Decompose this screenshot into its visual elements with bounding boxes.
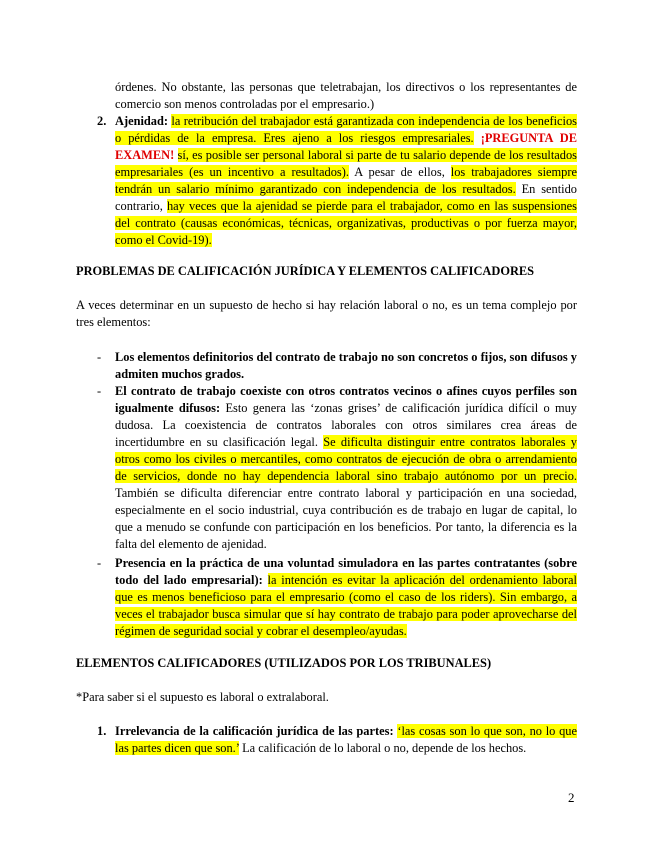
- item2-plain-1: A pesar de ellos,: [354, 165, 445, 179]
- section-heading-problemas: PROBLEMAS DE CALIFICACIÓN JURÍDICA Y ELEMENTOS CALIFICADORES: [76, 264, 535, 278]
- bullet-dash-1: -: [97, 350, 102, 364]
- item2-number: 2.: [97, 114, 107, 128]
- page-number: 2: [568, 790, 575, 805]
- bullet-3-highlight: la intención es evitar la aplicación del ordenamiento laboral que es menos beneficioso para el empresario (como el caso de los riders). Sin embargo, a veces el trabajador busca simular que sí hay contrato de trabajo para poder aprovecharse del régimen de seguridad social y cobrar el desempleo/ayudas.: [115, 573, 577, 638]
- bullet-1: [115, 349, 577, 383]
- item1-label: Irrelevancia de la calificación jurídica de las partes:: [115, 724, 394, 738]
- item2-highlight-1: la retribución del trabajador está garantizada con independencia de los beneficios o pérdidas de la empresa. Eres ajeno a los riesgos empresariales.: [115, 114, 577, 145]
- item2-highlight-4: hay veces que la ajenidad se pierde para el trabajador, como en las suspensiones del contrato (causas económicas, técnicas, organizativas, productivas o por fuerza mayor, como el Covid-19).: [115, 199, 577, 247]
- item2-plain-2: En sentido contrario,: [115, 182, 577, 213]
- item1-paragraph: [115, 723, 577, 757]
- bullet-3-bold: Presencia en la práctica de una voluntad simuladora en las partes contratantes (sobre todo del lado empresarial):: [115, 556, 577, 587]
- bullet-dash-2: -: [97, 384, 102, 398]
- item1-number: 1.: [97, 724, 107, 738]
- bullet-3: [115, 555, 577, 640]
- intro-text: A veces determinar en un supuesto de hecho si hay relación laboral o no, es un tema complejo por tres elementos:: [76, 298, 577, 329]
- bullet-2-highlight: Se dificulta distinguir entre contratos laborales y otros como los civiles o mercantiles, como contratos de ejecución de obra o arrendamiento de servicios, donde no hay dependencia laboral sino trabajo autónomo por un precio.: [115, 435, 577, 483]
- bullet-2-plain: Esto genera las ‘zonas grises’ de calificación jurídica difícil o muy dudosa. La coexistencia de contratos laborales con otros similares crea áreas de incertidumbre en su clasificación legal.: [115, 401, 578, 449]
- bullet-1-text: Los elementos definitorios del contrato de trabajo no son concretos o fijos, son difusos y admiten muchos grados.: [115, 350, 577, 381]
- bullet-2: [115, 383, 577, 553]
- item2-label: Ajenidad:: [115, 114, 169, 128]
- item1-highlight: ‘las cosas son lo que son, no lo que las partes dicen que son.’: [115, 724, 577, 755]
- item1-plain: La calificación de lo laboral o no, depende de los hechos.: [242, 741, 527, 755]
- intro-tail-paragraph: [115, 79, 577, 113]
- item2-paragraph: [115, 113, 577, 249]
- note-text: *Para saber si el supuesto es laboral o extralaboral.: [76, 690, 329, 704]
- note-paragraph: [76, 689, 577, 706]
- section-heading-elementos: ELEMENTOS CALIFICADORES (UTILIZADOS POR LOS TRIBUNALES): [76, 656, 492, 670]
- bullet-2-bold: El contrato de trabajo coexiste con otros contratos vecinos o afines cuyos perfiles son igualmente difusos:: [115, 384, 577, 415]
- bullet-dash-3: -: [97, 556, 102, 570]
- bullet-2-plain-2: También se dificulta diferenciar entre contrato laboral y participación en una sociedad, especialmente en el socio industrial, cuya contribución es de trabajo en lugar de capital, lo que a menudo se confunde con participación en los beneficios. Por tanto, la diferencia es la falta del elemento de ajenidad.: [115, 486, 577, 551]
- item2-highlight-3: los trabajadores siempre tendrán un salario mínimo garantizado con independencia de los resultados.: [115, 165, 577, 196]
- intro-tail-text: órdenes. No obstante, las personas que teletrabajan, los directivos o los representantes de comercio son menos controladas por el empresario.): [115, 80, 577, 111]
- exam-question-marker: ¡PREGUNTA DE EXAMEN!: [115, 131, 577, 162]
- item2-highlight-2: sí, es posible ser personal laboral si parte de tu salario depende de los resultados empresariales (es un incentivo a resultados).: [115, 148, 577, 179]
- intro-paragraph: [76, 297, 577, 331]
